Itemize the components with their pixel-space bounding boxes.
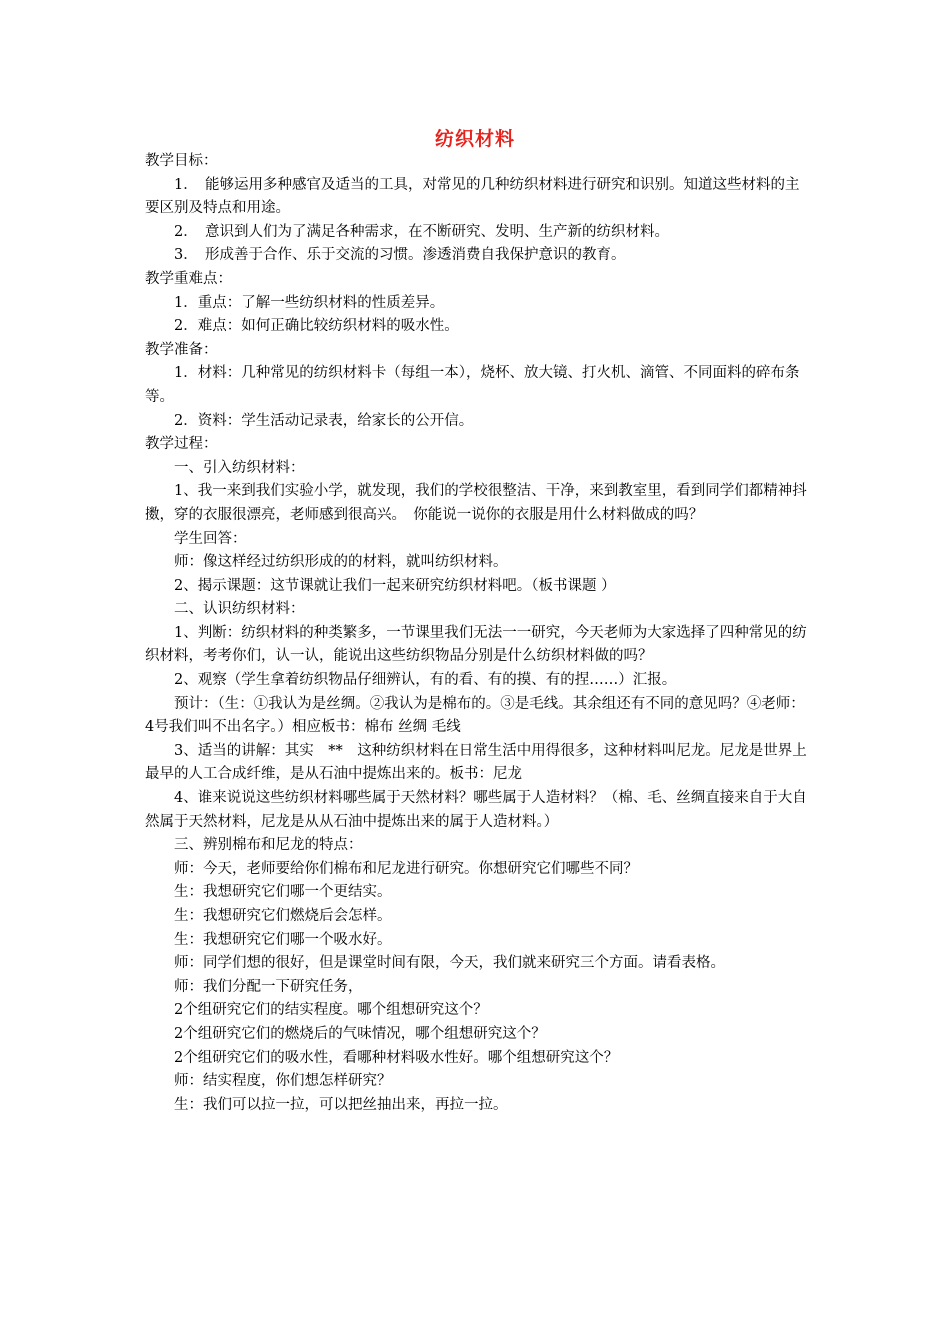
paragraph: 3． 形成善于合作、乐于交流的习惯。渗透消费自我保护意识的教育。: [174, 247, 626, 264]
paragraph: 3、适当的讲解：其实 ** 这种纺织材料在日常生活中用得很多，这种材料叫尼龙。尼龙是世界上最早的人工合成纤维，是从石油中提炼出来的。板书：尼龙: [145, 742, 807, 783]
paragraph: 学生回答：: [174, 530, 247, 547]
paragraph: 一、引入纺织材料：: [174, 459, 305, 476]
section-heading: 教学目标：: [145, 153, 218, 169]
paragraph: 2、揭示课题：这节课就让我们一起来研究纺织材料吧。（板书课题 ）: [174, 577, 616, 594]
paragraph: 2个组研究它们的结实程度。哪个组想研究这个？: [174, 1002, 488, 1019]
paragraph: 2．难点：如何正确比较纺织材料的吸水性。: [174, 318, 459, 335]
paragraph: 生：我想研究它们燃烧后会怎样。: [174, 908, 392, 924]
paragraph: 生：我想研究它们哪一个更结实。: [174, 884, 392, 901]
paragraph: 生：我想研究它们哪一个吸水好。: [174, 931, 392, 948]
paragraph: 师：像这样经过纺织形成的的材料，就叫纺织材料。: [174, 554, 508, 571]
section-heading: 教学准备：: [145, 341, 218, 358]
paragraph: 师：结实程度，你们想怎样研究？: [174, 1073, 392, 1090]
paragraph: 师：同学们想的很好，但是课堂时间有限，今天，我们就来研究三个方面。请看表格。: [174, 955, 725, 972]
paragraph: 1．材料：几种常见的纺织材料卡（每组一本），烧杯、放大镜、打火机、滴管、不同面料的碎布条等。: [145, 365, 800, 405]
paragraph: 生：我们可以拉一拉，可以把丝抽出来，再拉一拉。: [174, 1096, 508, 1113]
paragraph: 师：我们分配一下研究任务，: [174, 978, 363, 995]
paragraph: 2． 意识到人们为了满足各种需求，在不断研究、发明、生产新的纺织材料。: [174, 223, 669, 240]
paragraph: 2个组研究它们的吸水性，看哪种材料吸水性好。哪个组想研究这个？: [174, 1049, 619, 1066]
paragraph: 预计：（生：①我认为是丝绸。②我认为是棉布的。③是毛线。其余组还有不同的意见吗？④老师：4号我们叫不出名字。）相应板书：棉布 丝绸 毛线: [145, 695, 805, 736]
paragraph: 1．重点：了解一些纺织材料的性质差异。: [174, 294, 445, 311]
paragraph: 1、判断：纺织材料的种类繁多，一节课里我们无法一一研究，今天老师为大家选择了四种常见的纺织材料，考考你们，认一认，能说出这些纺织物品分别是什么纺织材料做的吗？: [145, 624, 807, 665]
section-heading: 教学过程：: [145, 436, 218, 453]
paragraph: 1、我一来到我们实验小学，就发现，我们的学校很整洁、干净，来到教室里，看到同学们都精神抖擞，穿的衣服很漂亮，老师感到很高兴。 你能说一说你的衣服是用什么材料做成的吗？: [145, 483, 807, 523]
document-title: 纺织材料: [434, 128, 515, 150]
paragraph: 二、认识纺织材料：: [174, 601, 305, 618]
paragraph: 师：今天，老师要给你们棉布和尼龙进行研究。你想研究它们哪些不同？: [174, 860, 638, 877]
paragraph: 2个组研究它们的燃烧后的气味情况，哪个组想研究这个？: [174, 1025, 546, 1042]
document-body: [145, 150, 810, 1117]
paragraph: 4、谁来说说这些纺织材料哪些属于天然材料？哪些属于人造材料？（棉、毛、丝绸直接来自于大自然属于天然材料，尼龙是从从石油中提炼出来的属于人造材料。）: [145, 790, 807, 830]
paragraph: 2、观察（学生拿着纺织物品仔细辨认，有的看、有的摸、有的捏……）汇报。: [174, 672, 677, 689]
paragraph: 三、辨别棉布和尼龙的特点：: [174, 837, 363, 854]
section-heading: 教学重难点：: [145, 270, 232, 287]
paragraph: 2．资料：学生活动记录表，给家长的公开信。: [174, 412, 474, 429]
paragraph: 1． 能够运用多种感官及适当的工具，对常见的几种纺织材料进行研究和识别。知道这些材料的主要区别及特点和用途。: [145, 176, 800, 217]
